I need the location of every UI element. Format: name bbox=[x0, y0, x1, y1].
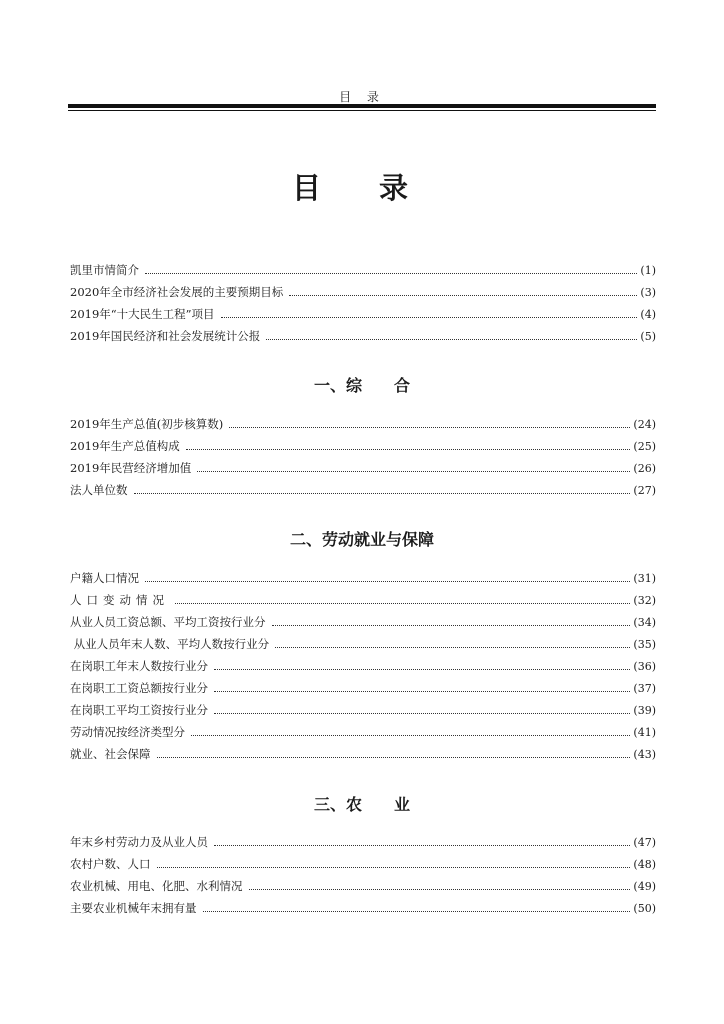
toc-entry-label: 在岗职工平均工资按行业分 bbox=[70, 703, 208, 717]
toc-entry[interactable] bbox=[70, 460, 656, 482]
toc-entry-page: (50) bbox=[633, 902, 656, 915]
dot-leader bbox=[266, 338, 637, 340]
toc-entry-label: 凯里市情简介 bbox=[70, 263, 139, 277]
toc-entry[interactable] bbox=[70, 570, 656, 592]
toc-entry-page: (32) bbox=[633, 594, 656, 607]
toc-entry[interactable] bbox=[70, 900, 656, 922]
toc-entry-page: (37) bbox=[633, 682, 656, 695]
toc-entry[interactable] bbox=[70, 658, 656, 680]
toc-entry-label: 从业人员年末人数、平均人数按行业分 bbox=[70, 637, 270, 651]
toc-entry-page: (3) bbox=[640, 286, 656, 299]
dot-leader bbox=[134, 492, 631, 494]
toc-entry[interactable] bbox=[70, 306, 656, 328]
toc-entry[interactable] bbox=[70, 724, 656, 746]
toc-entry-label: 在岗职工工资总额按行业分 bbox=[70, 681, 208, 695]
toc-entry-label: 2019年生产总值(初步核算数) bbox=[70, 417, 224, 431]
dot-leader bbox=[203, 910, 631, 912]
dot-leader bbox=[191, 734, 630, 736]
toc-section-agriculture bbox=[70, 834, 656, 922]
dot-leader bbox=[214, 712, 630, 714]
toc-entry-page: (48) bbox=[633, 858, 656, 871]
toc-entry-page: (41) bbox=[633, 726, 656, 739]
toc-entry[interactable] bbox=[70, 262, 656, 284]
toc-entry[interactable] bbox=[70, 834, 656, 856]
toc-entry-label: 2019年民营经济增加值 bbox=[70, 461, 192, 475]
header-rule-thin bbox=[68, 110, 656, 111]
running-header: 目 录 bbox=[339, 90, 385, 104]
toc-entry-page: (35) bbox=[633, 638, 656, 651]
section-heading-general: 一、综 合 bbox=[313, 376, 410, 395]
toc-entry-label: 主要农业机械年末拥有量 bbox=[70, 901, 197, 915]
header-rule-thick bbox=[68, 104, 656, 108]
toc-entry-label: 农业机械、用电、化肥、水利情况 bbox=[70, 879, 243, 893]
toc-entry-page: (47) bbox=[633, 836, 656, 849]
toc-entry-page: (25) bbox=[633, 440, 656, 453]
dot-leader bbox=[157, 756, 631, 758]
toc-entry-label: 2020年全市经济社会发展的主要预期目标 bbox=[70, 285, 284, 299]
toc-entry[interactable] bbox=[70, 746, 656, 768]
toc-section-labor bbox=[70, 570, 656, 768]
toc-front-list bbox=[70, 262, 656, 350]
toc-entry[interactable] bbox=[70, 592, 656, 614]
toc-entry-page: (24) bbox=[633, 418, 656, 431]
section-heading-agriculture: 三、农 业 bbox=[313, 795, 410, 814]
toc-entry-page: (26) bbox=[633, 462, 656, 475]
dot-leader bbox=[145, 580, 630, 582]
toc-entry[interactable] bbox=[70, 680, 656, 702]
toc-entry[interactable] bbox=[70, 482, 656, 504]
section-heading-labor: 二、劳动就业与保障 bbox=[289, 530, 434, 549]
toc-entry[interactable] bbox=[70, 328, 656, 350]
dot-leader bbox=[214, 844, 630, 846]
toc-entry-page: (31) bbox=[633, 572, 656, 585]
dot-leader bbox=[275, 646, 630, 648]
toc-entry-page: (34) bbox=[633, 616, 656, 629]
toc-entry[interactable] bbox=[70, 856, 656, 878]
toc-entry-label: 农村户数、人口 bbox=[70, 857, 151, 871]
toc-entry-label: 从业人员工资总额、平均工资按行业分 bbox=[70, 615, 266, 629]
toc-entry[interactable] bbox=[70, 614, 656, 636]
toc-entry-page: (4) bbox=[640, 308, 656, 321]
dot-leader bbox=[175, 602, 630, 604]
toc-entry-page: (43) bbox=[633, 748, 656, 761]
dot-leader bbox=[249, 888, 631, 890]
dot-leader bbox=[272, 624, 631, 626]
dot-leader bbox=[214, 668, 630, 670]
toc-entry[interactable] bbox=[70, 284, 656, 306]
toc-section-general bbox=[70, 416, 656, 504]
toc-entry[interactable] bbox=[70, 416, 656, 438]
toc-entry-page: (36) bbox=[633, 660, 656, 673]
toc-entry-page: (1) bbox=[640, 264, 656, 277]
dot-leader bbox=[145, 272, 637, 274]
toc-entry-label: 法人单位数 bbox=[70, 483, 128, 497]
dot-leader bbox=[186, 448, 631, 450]
page-title: 目 录 bbox=[291, 171, 433, 205]
dot-leader bbox=[289, 294, 637, 296]
toc-entry-label: 2019年“十大民生工程”项目 bbox=[70, 307, 215, 321]
toc-entry-label: 年末乡村劳动力及从业人员 bbox=[70, 835, 208, 849]
dot-leader bbox=[221, 316, 638, 318]
toc-entry[interactable] bbox=[70, 438, 656, 460]
toc-entry[interactable] bbox=[70, 878, 656, 900]
toc-entry-label: 在岗职工年末人数按行业分 bbox=[70, 659, 208, 673]
toc-entry[interactable] bbox=[70, 702, 656, 724]
dot-leader bbox=[197, 470, 630, 472]
toc-entry-label: 劳动情况按经济类型分 bbox=[70, 725, 185, 739]
dot-leader bbox=[157, 866, 631, 868]
toc-entry-page: (5) bbox=[640, 330, 656, 343]
toc-entry-page: (49) bbox=[633, 880, 656, 893]
toc-entry-page: (27) bbox=[633, 484, 656, 497]
toc-entry-label: 2019年生产总值构成 bbox=[70, 439, 180, 453]
toc-entry-label: 户籍人口情况 bbox=[70, 571, 139, 585]
dot-leader bbox=[229, 426, 630, 428]
toc-entry-label: 2019年国民经济和社会发展统计公报 bbox=[70, 329, 261, 343]
toc-entry[interactable] bbox=[70, 636, 656, 658]
dot-leader bbox=[214, 690, 630, 692]
toc-entry-label: 人口变动情况 bbox=[70, 593, 169, 607]
toc-entry-page: (39) bbox=[633, 704, 656, 717]
toc-entry-label: 就业、社会保障 bbox=[70, 747, 151, 761]
